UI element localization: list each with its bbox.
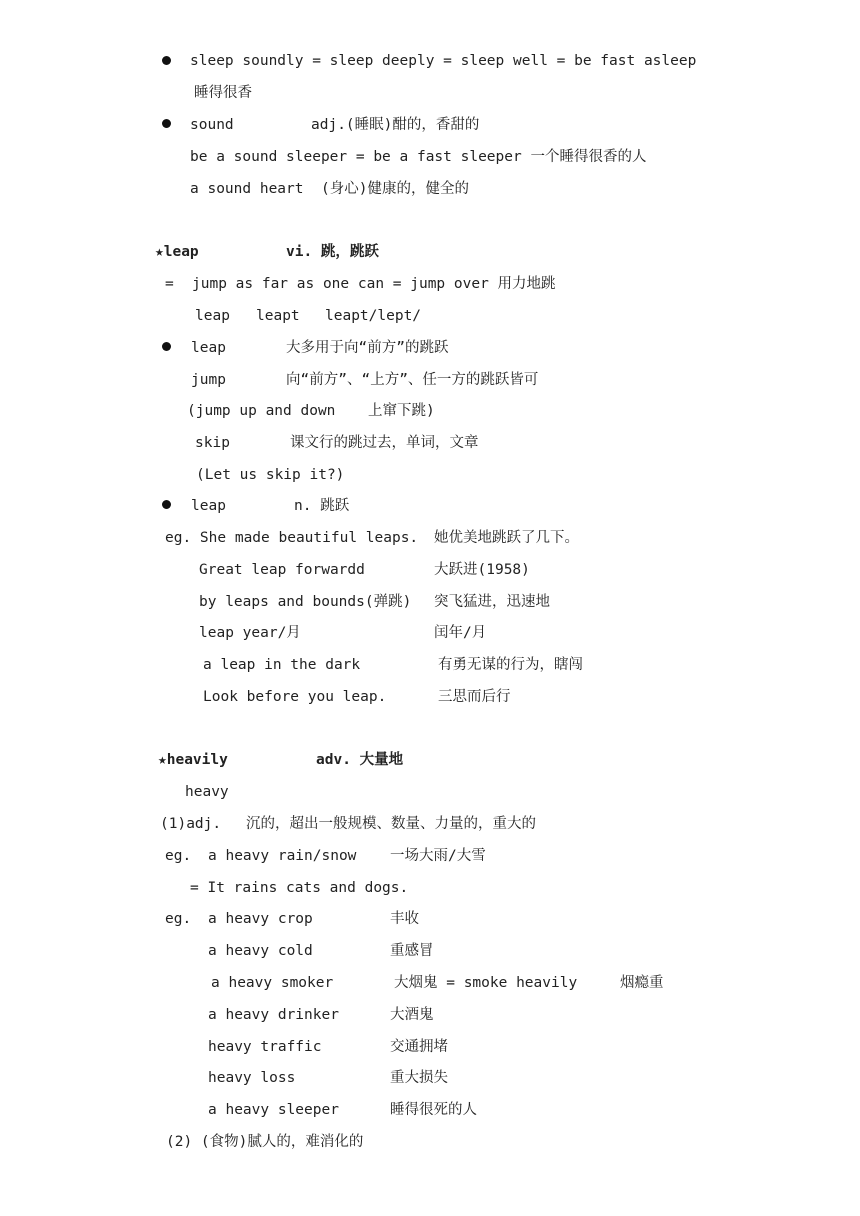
text-line: a heavy smoker [211,975,334,991]
text-line: sleep soundly = sleep deeply = sleep well = be fast asleep [190,53,697,69]
text-line: 突飞猛进，迅速地 [434,594,550,610]
text-line: 大多用于向“前方”的跳跃 [286,340,449,356]
text-line: 重感冒 [390,943,434,959]
text-line: 重大损失 [390,1070,448,1086]
text-line: eg. She made beautiful leaps. [165,530,419,546]
bullet-icon [162,119,171,128]
text-line: Look before you leap. [203,689,387,705]
text-line: a heavy crop [208,911,313,927]
text-line: 大烟鬼 = smoke heavily [394,975,578,991]
text-line: heavy [185,784,229,800]
text-line: 她优美地跳跃了几下。 [434,530,579,546]
text-line: Great leap forwardd [199,562,365,578]
text-line: leap [191,498,226,514]
text-line: (jump up and down [187,403,336,419]
text-line: adj.(睡眠)酣的，香甜的 [311,117,480,133]
text-line: 睡得很死的人 [390,1102,477,1118]
text-line: (2) (食物)腻人的，难消化的 [166,1134,364,1150]
text-line: jump as far as one can = jump over 用力地跳 [192,276,556,292]
text-line: leapt/lept/ [325,308,422,324]
text-line: (Let us skip it?) [196,467,345,483]
heading: ★leap [155,244,199,260]
text-line: 丰收 [390,911,419,927]
bullet-icon [162,56,171,65]
text-line: 大跃进(1958) [434,562,530,578]
text-line: leap [195,308,230,324]
text-line: (1)adj. [160,816,222,832]
text-line: a heavy rain/snow [208,848,357,864]
text-line: a heavy cold [208,943,313,959]
text-line: eg. [165,911,192,927]
text-line: 向“前方”、“上方”、任一方的跳跃皆可 [286,372,539,388]
text-line: 睡得很香 [194,85,252,101]
text-line: 沉的，超出一般规模、数量、力量的，重大的 [246,816,536,832]
text-line: by leaps and bounds(弹跳) [199,594,412,610]
text-line: skip [195,435,230,451]
text-line: 交通拥堵 [390,1039,448,1055]
text-line: 大酒鬼 [390,1007,434,1023]
heading: ★heavily [158,752,228,768]
text-line: a sound heart [190,181,304,197]
text-line: = It rains cats and dogs. [190,880,409,896]
text-line: a leap in the dark [203,657,361,673]
text-line: heavy traffic [208,1039,322,1055]
bullet-icon [162,342,171,351]
text-line: leap year/月 [199,625,301,641]
text-line: sound [190,117,234,133]
text-line: be a sound sleeper = be a fast sleeper 一个睡得很香的人 [190,149,647,165]
text-line: heavy loss [208,1070,296,1086]
text-line: leap [191,340,226,356]
text-line: 闰年/月 [434,625,487,641]
text-line: n. 跳跃 [294,498,350,514]
text-line: 上窜下跳) [368,403,435,419]
text-line: eg. [165,848,192,864]
text-line: 烟瘾重 [620,975,664,991]
text-line: 一场大雨/大雪 [390,848,486,864]
text-line: 三思而后行 [438,689,511,705]
text-line: 课文行的跳过去，单词，文章 [290,435,479,451]
text-line: a heavy sleeper [208,1102,339,1118]
text-line: leapt [256,308,300,324]
text-line: 有勇无谋的行为，瞎闯 [438,657,583,673]
text-line: jump [191,372,226,388]
heading-definition: adv. 大量地 [316,752,404,768]
text-line: a heavy drinker [208,1007,339,1023]
text-line: (身心)健康的，健全的 [321,181,469,197]
bullet-icon [162,500,171,509]
text-line: = [165,276,174,292]
heading-definition: vi. 跳，跳跃 [286,244,379,260]
